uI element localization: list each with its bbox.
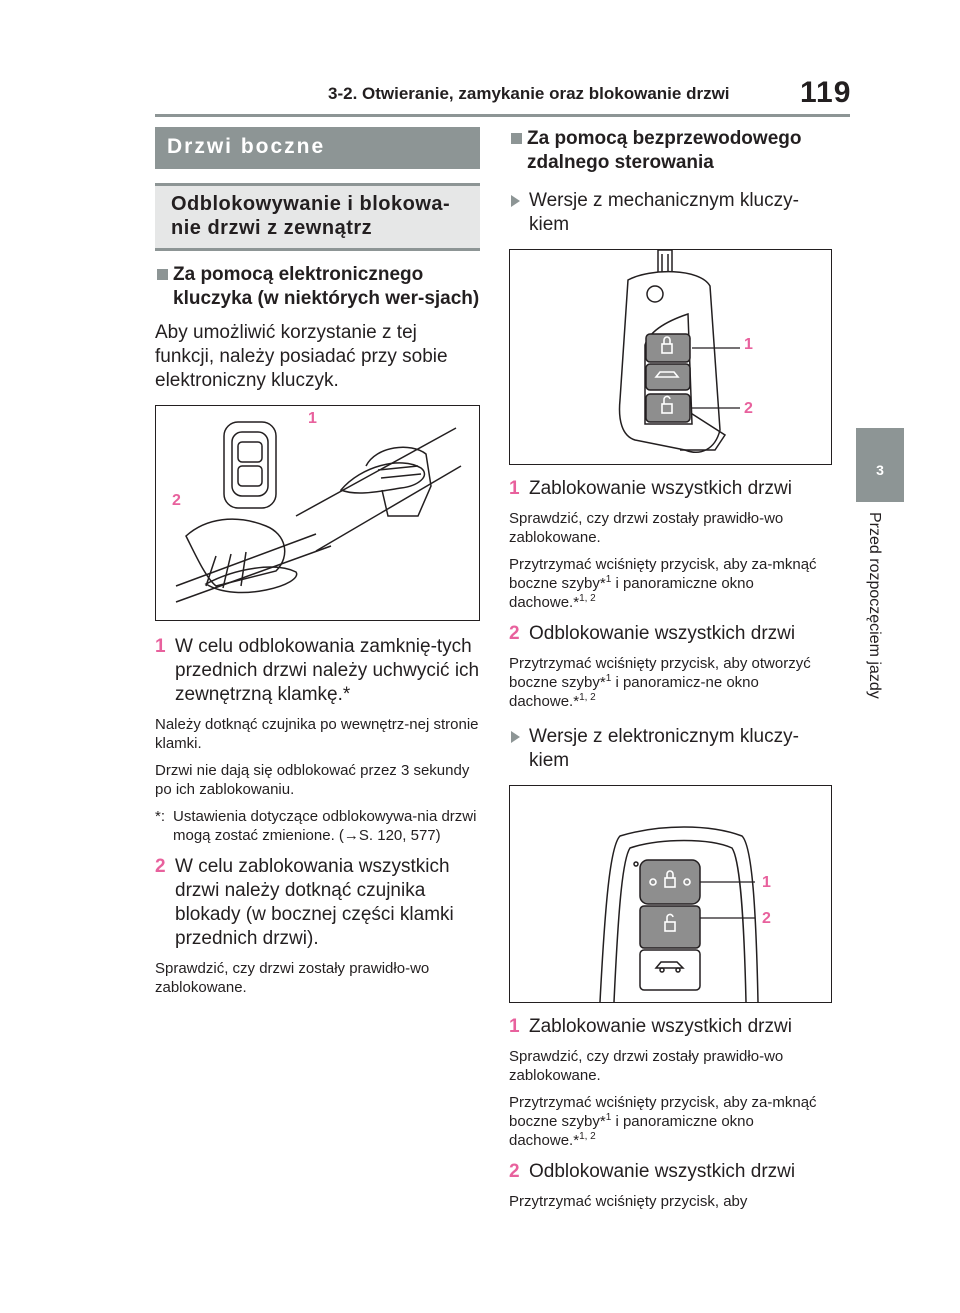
smart-note-open-windows: Przytrzymać wciśnięty przycisk, aby (509, 1193, 748, 1210)
instruction-item-2 (155, 855, 480, 951)
chapter-tab[interactable]: 3 (856, 428, 904, 502)
item-number: 2 (509, 1161, 520, 1182)
chapter-tab-label: Przed rozpoczęciem jazdy (866, 512, 883, 699)
item-text: Odblokowanie wszystkich drzwi (529, 623, 796, 644)
superscript: 1, 2 (579, 1131, 596, 1142)
mech-note-open-windows (509, 654, 834, 711)
note-check-locked: Sprawdzić, czy drzwi zostały prawidło-wo zablokowane. (155, 960, 430, 996)
mechanical-key-figure (509, 249, 832, 465)
superscript: 1 (605, 1112, 612, 1123)
figure-label-1: 1 (744, 336, 753, 353)
subsection-title: Odblokowywanie i blokowa-nie drzwi z zewnątrz (155, 183, 480, 251)
item-number: 1 (509, 478, 520, 499)
item-number: 1 (155, 636, 166, 657)
mech-note-check: Sprawdzić, czy drzwi zostały prawidło-wo zablokowane. (509, 510, 784, 546)
superscript: 1, 2 (579, 593, 596, 604)
smart-key-figure (509, 785, 832, 1003)
superscript: 1 (605, 574, 612, 585)
mech-item-2 (509, 622, 834, 646)
smart-key-subheading: Wersje z elektronicznym kluczy-kiem (509, 725, 834, 773)
item-text: W celu zablokowania wszystkich drzwi należy dotknąć czujnika blokady (w bocznej części klamki przednich drzwi). (175, 856, 454, 949)
note-text: Przytrzymać wciśnięty przycisk, aby za-mknąć boczne szyby* (509, 556, 817, 592)
header-rule (155, 114, 850, 117)
note-text: i panoramiczne okno dachowe.* (509, 1113, 754, 1149)
item-number: 2 (509, 623, 520, 644)
page-number: 119 (800, 76, 852, 109)
right-column (509, 127, 834, 1211)
note-text: Przytrzymać wciśnięty przycisk, aby za-mknąć boczne szyby* (509, 1094, 817, 1130)
note-unlock-delay: Drzwi nie dają się odblokować przez 3 sekundy po ich zablokowaniu. (155, 762, 470, 798)
note-text: Przytrzymać wciśnięty przycisk, aby otworzyć boczne szyby* (509, 655, 811, 691)
smart-key-heading: Za pomocą elektronicznego kluczyka (w niektórych wer-sjach) (155, 263, 480, 311)
footnote-mark: *: (155, 808, 166, 825)
smart-note-check: Sprawdzić, czy drzwi zostały prawidło-wo zablokowane. (509, 1048, 784, 1084)
smart-key-illustration (510, 786, 831, 1002)
smart-item-2 (509, 1160, 834, 1184)
door-handle-illustration (156, 406, 479, 620)
footnote (155, 807, 480, 845)
item-text: Zablokowanie wszystkich drzwi (529, 478, 792, 499)
mech-item-1 (509, 477, 834, 501)
mechanical-key-illustration (510, 250, 831, 464)
mechanical-key-subheading: Wersje z mechanicznym kluczy-kiem (509, 189, 834, 237)
left-column (155, 127, 480, 997)
smart-item-1 (509, 1015, 834, 1039)
figure-label-2: 2 (762, 910, 771, 927)
item-number: 1 (509, 1016, 520, 1037)
note-touch-sensor: Należy dotknąć czujnika po wewnętrz-nej stronie klamki. (155, 716, 479, 752)
section-title: Drzwi boczne (155, 127, 480, 169)
figure-label-1: 1 (308, 410, 317, 427)
item-number: 2 (155, 856, 166, 877)
superscript: 1 (605, 673, 612, 684)
section-header-title: 3-2. Otwieranie, zamykanie oraz blokowanie drzwi (328, 84, 730, 103)
note-text: i panoramiczne okno dachowe.* (509, 575, 754, 611)
instruction-item-1 (155, 635, 480, 707)
figure-label-2: 2 (744, 400, 753, 417)
mech-note-close-windows (509, 555, 834, 612)
figure-label-2: 2 (172, 492, 181, 509)
item-text: W celu odblokowania zamknię-tych przednich drzwi należy uchwycić ich zewnętrzną klamkę.* (175, 636, 480, 705)
item-text: Odblokowanie wszystkich drzwi (529, 1161, 796, 1182)
figure-label-1: 1 (762, 874, 771, 891)
smart-key-intro: Aby umożliwić korzystanie z tej funkcji, należy posiadać przy sobie elektroniczny kluczyk. (155, 322, 448, 391)
door-handle-figure (155, 405, 480, 621)
footnote-text: Ustawienia dotyczące odblokowywa-nia drzwi mogą zostać zmienione. (→S. 120, 577) (173, 808, 477, 844)
note-text: i panoramicz-ne okno dachowe.* (509, 674, 759, 710)
item-text: Zablokowanie wszystkich drzwi (529, 1016, 792, 1037)
superscript: 1, 2 (579, 692, 596, 703)
smart-note-close-windows (509, 1093, 834, 1150)
remote-heading: Za pomocą bezprzewodowego zdalnego sterowania (509, 127, 834, 175)
